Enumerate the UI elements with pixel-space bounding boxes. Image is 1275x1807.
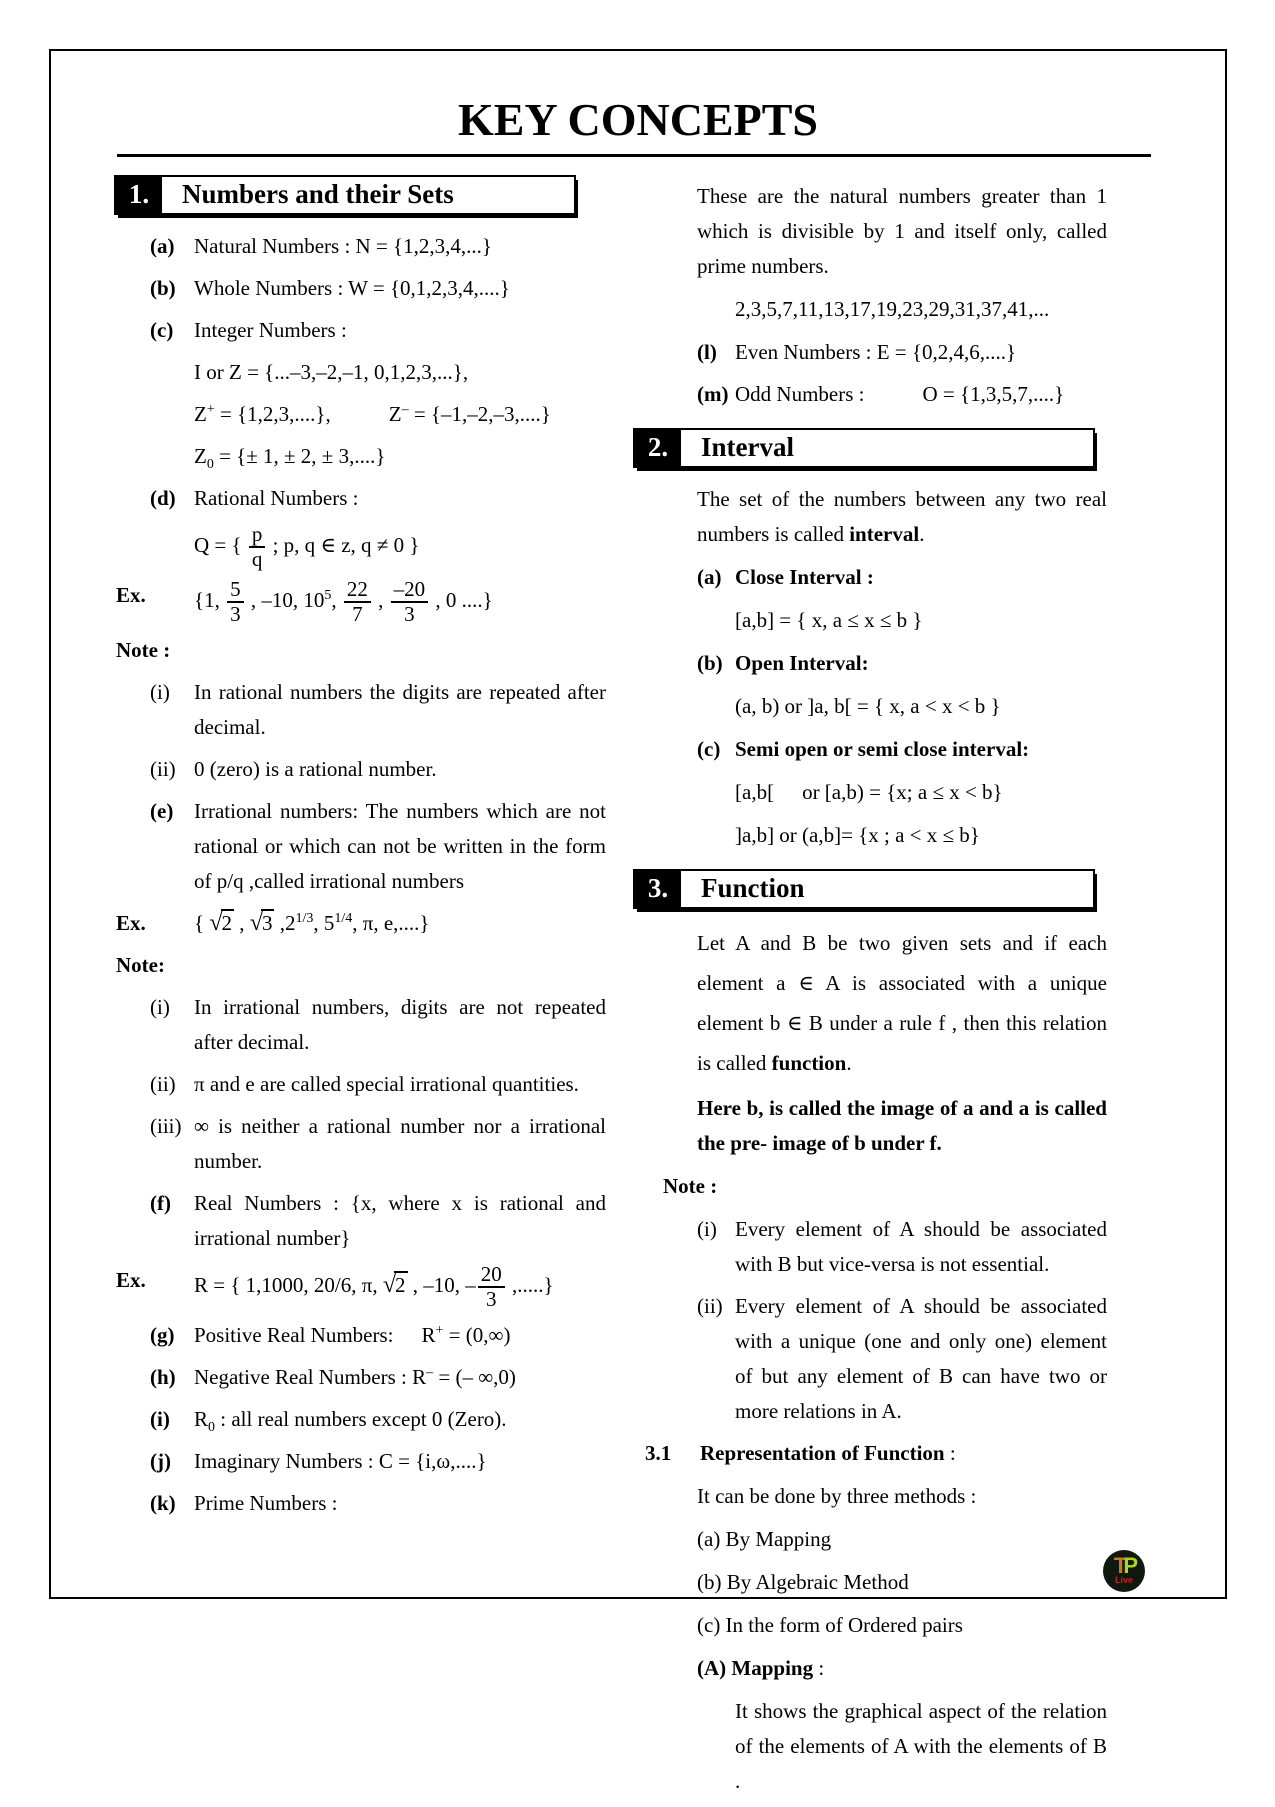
math-text: = {1,2,3,....}, bbox=[214, 401, 331, 426]
section-1-header bbox=[114, 175, 576, 215]
method-mapping: (a) By Mapping bbox=[697, 1526, 832, 1551]
paragraph-text: . bbox=[919, 521, 925, 546]
note-text: In irrational numbers, digits are not repeated after decimal. bbox=[194, 994, 606, 1054]
right-column bbox=[633, 171, 1107, 1807]
square-root bbox=[383, 1273, 408, 1297]
subscript: 0 bbox=[208, 1420, 216, 1436]
prime-numbers-list: 2,3,5,7,11,13,17,19,23,29,31,37,41,... bbox=[735, 296, 1050, 321]
prime-numbers-paragraph: These are the natural numbers greater than 1 which is divisible by 1 and itself only, called prime numbers. bbox=[697, 183, 1107, 278]
item-text: Natural Numbers : N = {1,2,3,4,...} bbox=[194, 233, 492, 258]
note-item-ii bbox=[633, 1289, 1107, 1429]
integer-set-line-2 bbox=[114, 397, 606, 432]
note-text: 0 (zero) is a rational number. bbox=[194, 756, 437, 781]
fraction bbox=[227, 578, 244, 626]
item-label: (b) bbox=[150, 275, 176, 300]
section-3-number: 3. bbox=[635, 871, 681, 907]
item-whole-numbers bbox=[114, 271, 606, 306]
math-text: , bbox=[372, 587, 389, 612]
superscript: – bbox=[426, 1365, 434, 1381]
fraction-denominator: 3 bbox=[227, 601, 244, 626]
note-item-i bbox=[633, 1212, 1107, 1282]
mapping-heading bbox=[633, 1651, 1107, 1686]
close-interval-formula: [a,b] = { x, a ≤ x ≤ b } bbox=[735, 607, 923, 632]
logo-live-text: Live bbox=[1114, 1575, 1133, 1585]
item-r-zero bbox=[114, 1402, 606, 1437]
math-text: ,2 bbox=[274, 910, 296, 935]
methods-intro: It can be done by three methods : bbox=[697, 1483, 977, 1508]
rational-definition-formula bbox=[114, 523, 606, 571]
item-text bbox=[194, 1318, 606, 1353]
note-label: (ii) bbox=[150, 1071, 176, 1096]
note-item-iii bbox=[114, 1109, 606, 1179]
radicand: 2 bbox=[221, 910, 233, 935]
fraction-numerator: p bbox=[251, 521, 263, 546]
section-1-number: 1. bbox=[116, 177, 162, 213]
representation-heading bbox=[633, 1436, 1107, 1471]
fraction-denominator: q bbox=[249, 546, 266, 571]
example-label: Ex. bbox=[116, 1267, 146, 1292]
integer-set-line-3 bbox=[114, 439, 606, 474]
math-text: { bbox=[194, 910, 210, 935]
item-label: (l) bbox=[697, 339, 717, 364]
method-ordered-pairs: (c) In the form of Ordered pairs bbox=[697, 1612, 963, 1637]
math-text: , –10, 10 bbox=[245, 587, 325, 612]
superscript: – bbox=[401, 401, 409, 417]
paragraph-text: : bbox=[813, 1655, 825, 1680]
note-label: (i) bbox=[150, 679, 170, 704]
radical-sign: √ bbox=[382, 1271, 397, 1298]
fraction-denominator: 3 bbox=[478, 1286, 505, 1311]
section-3-header bbox=[633, 869, 1095, 909]
math-text: = (0,∞) bbox=[443, 1323, 511, 1348]
note-text: ∞ is neither a rational number nor a irrational number. bbox=[194, 1113, 606, 1173]
bold-term: function bbox=[771, 1050, 847, 1075]
item-label: (j) bbox=[150, 1449, 171, 1474]
item-label: (f) bbox=[150, 1190, 171, 1215]
example-content bbox=[194, 1263, 606, 1311]
open-interval-formula: (a, b) or ]a, b[ = { x, a < x < b } bbox=[735, 693, 1001, 718]
subsection-number: 3.1 bbox=[645, 1440, 672, 1465]
item-text: Prime Numbers : bbox=[194, 1491, 338, 1516]
math-text: , bbox=[234, 910, 250, 935]
fraction-denominator: 3 bbox=[391, 601, 429, 626]
radicand: 2 bbox=[395, 1272, 406, 1297]
example-real bbox=[114, 1263, 606, 1311]
item-prime-numbers bbox=[114, 1486, 606, 1521]
math-text: ; p, q ∈ z, q ≠ 0 } bbox=[267, 532, 420, 557]
note-item-ii bbox=[114, 752, 606, 787]
tp-live-logo bbox=[1103, 1550, 1145, 1592]
math-text: R bbox=[194, 1407, 209, 1432]
paragraph-text: . bbox=[846, 1050, 852, 1075]
math-text: , π, e,....} bbox=[352, 910, 430, 935]
item-text: Whole Numbers : W = {0,1,2,3,4,....} bbox=[194, 275, 510, 300]
superscript: 1/4 bbox=[334, 910, 353, 926]
note-item-ii bbox=[114, 1067, 606, 1102]
item-label: (i) bbox=[150, 1407, 170, 1432]
math-text: Q = { bbox=[194, 532, 247, 557]
two-column-layout bbox=[51, 157, 1225, 1807]
subscript: 0 bbox=[206, 456, 214, 472]
section-1-title: Numbers and their Sets bbox=[182, 179, 454, 210]
bold-term: Representation of Function bbox=[700, 1440, 945, 1465]
interval-definition bbox=[633, 482, 1107, 552]
item-imaginary-numbers bbox=[114, 1444, 606, 1479]
item-label: (c) bbox=[150, 317, 174, 342]
item-text: Real Numbers : {x, where x is rational and irrational number} bbox=[194, 1190, 606, 1250]
note-item-i bbox=[114, 675, 606, 745]
fraction bbox=[344, 578, 371, 626]
paragraph-text: Let A and B be two given sets and if each element a ∈ A is associated with a unique element b ∈ B under a rule f , then this relation is called bbox=[697, 930, 1107, 1075]
note-label: (iii) bbox=[150, 1113, 182, 1138]
method-algebraic: (b) By Algebraic Method bbox=[697, 1569, 909, 1594]
item-integer-numbers bbox=[114, 313, 606, 348]
logo-letter-t: T bbox=[1113, 1553, 1124, 1578]
note-heading: Note: bbox=[116, 952, 165, 977]
note-item-i bbox=[114, 990, 606, 1060]
item-text bbox=[194, 1402, 606, 1437]
math-text: Negative Real Numbers : R bbox=[194, 1365, 427, 1390]
math-text: , 0 ....} bbox=[430, 587, 493, 612]
section-2-number: 2. bbox=[635, 430, 681, 466]
square-root bbox=[250, 911, 275, 935]
item-label: (m) bbox=[697, 381, 729, 406]
item-text bbox=[735, 377, 1107, 412]
item-semi-interval bbox=[633, 732, 1107, 767]
fraction-denominator: 7 bbox=[344, 601, 371, 626]
fraction-numerator: 5 bbox=[230, 576, 241, 601]
page-title: KEY CONCEPTS bbox=[458, 94, 818, 145]
paragraph-text: : bbox=[944, 1440, 956, 1465]
fraction-numerator: 22 bbox=[346, 576, 368, 601]
item-positive-reals bbox=[114, 1318, 606, 1353]
note-label: (ii) bbox=[697, 1293, 723, 1318]
fraction-numerator: –20 bbox=[393, 576, 426, 601]
item-rational-numbers bbox=[114, 481, 606, 516]
example-content bbox=[194, 906, 606, 941]
item-text bbox=[194, 1360, 606, 1395]
item-text: Even Numbers : E = {0,2,4,6,....} bbox=[735, 339, 1017, 364]
math-text: {1, bbox=[194, 587, 226, 612]
item-title: Open Interval: bbox=[735, 650, 869, 675]
semi-interval-formula-2: ]a,b] or (a,b]= {x ; a < x ≤ b} bbox=[735, 822, 980, 847]
document-page bbox=[49, 49, 1227, 1793]
math-text: ,.....} bbox=[506, 1272, 554, 1297]
superscript: 1/3 bbox=[295, 910, 314, 926]
math-text: O = {1,3,5,7,....} bbox=[922, 381, 1065, 406]
math-text: Positive Real Numbers: bbox=[194, 1323, 394, 1348]
section-2-header bbox=[633, 428, 1095, 468]
note-text: Every element of A should be associated with B but vice-versa is not essential. bbox=[735, 1216, 1107, 1276]
note-heading: Note : bbox=[663, 1173, 718, 1198]
bold-term: interval bbox=[849, 521, 920, 546]
math-text: [a,b[ bbox=[735, 779, 775, 804]
math-text: Odd Numbers : bbox=[735, 381, 865, 406]
image-preimage-paragraph: Here b, is called the image of a and a is called the pre- image of b under f. bbox=[697, 1095, 1107, 1155]
superscript: + bbox=[435, 1323, 444, 1339]
item-title: Close Interval : bbox=[735, 564, 874, 589]
math-text: R bbox=[421, 1323, 436, 1348]
item-open-interval bbox=[633, 646, 1107, 681]
item-label: (g) bbox=[150, 1323, 175, 1348]
item-real-numbers bbox=[114, 1186, 606, 1256]
note-label: (i) bbox=[150, 994, 170, 1019]
math-text: = {–1,–2,–3,....} bbox=[408, 401, 551, 426]
item-label: (c) bbox=[697, 736, 721, 761]
item-negative-reals bbox=[114, 1360, 606, 1395]
section-3-title: Function bbox=[701, 873, 805, 904]
item-text: Rational Numbers : bbox=[194, 485, 359, 510]
math-text: = (– ∞,0) bbox=[433, 1365, 516, 1390]
example-content bbox=[194, 578, 606, 626]
item-label: (a) bbox=[150, 233, 175, 258]
item-irrational-numbers bbox=[114, 794, 606, 899]
fraction bbox=[391, 578, 429, 626]
item-label: (a) bbox=[697, 564, 722, 589]
item-label: (h) bbox=[150, 1365, 176, 1390]
integer-set-line-1: I or Z = {...–3,–2,–1, 0,1,2,3,...}, bbox=[194, 359, 469, 384]
paragraph-text: The set of the numbers between any two real numbers is called bbox=[697, 486, 1107, 546]
example-label: Ex. bbox=[116, 910, 146, 935]
math-text: Z bbox=[388, 401, 402, 426]
semi-interval-formula-1 bbox=[633, 775, 1107, 810]
math-text: or [a,b) = {x; a ≤ x < b} bbox=[802, 779, 1003, 804]
radical-sign: √ bbox=[209, 909, 223, 936]
superscript: + bbox=[206, 401, 215, 417]
item-title: Semi open or semi close interval: bbox=[735, 736, 1030, 761]
item-natural-numbers bbox=[114, 229, 606, 264]
radical-sign: √ bbox=[249, 909, 263, 936]
bold-term: (A) Mapping bbox=[697, 1655, 814, 1680]
fraction-numerator: 20 bbox=[480, 1261, 502, 1286]
math-text: , –10, – bbox=[407, 1272, 476, 1297]
item-label: (b) bbox=[697, 650, 723, 675]
mapping-description: It shows the graphical aspect of the relation of the elements of A with the elements of B . bbox=[735, 1698, 1107, 1793]
item-odd-numbers bbox=[633, 377, 1107, 412]
fraction bbox=[249, 523, 266, 571]
note-text: π and e are called special irrational quantities. bbox=[194, 1071, 579, 1096]
radicand: 3 bbox=[261, 910, 273, 935]
item-label: (d) bbox=[150, 485, 176, 510]
logo-letters bbox=[1113, 1553, 1135, 1578]
superscript: 5 bbox=[324, 587, 332, 603]
subsection-title bbox=[700, 1436, 1107, 1471]
item-label: (e) bbox=[150, 798, 174, 823]
note-label: (i) bbox=[697, 1216, 717, 1241]
example-rational bbox=[114, 578, 606, 626]
section-2-title: Interval bbox=[701, 432, 794, 463]
note-text: In rational numbers the digits are repeated after decimal. bbox=[194, 679, 606, 739]
example-label: Ex. bbox=[116, 582, 146, 607]
item-text: Irrational numbers: The numbers which are not rational or which can not be written in the form of p/q ,called irrational numbers bbox=[194, 798, 606, 893]
item-even-numbers bbox=[633, 335, 1107, 370]
math-text: , 5 bbox=[313, 910, 335, 935]
math-text: = {± 1, ± 2, ± 3,....} bbox=[213, 443, 386, 468]
item-text: Integer Numbers : bbox=[194, 317, 347, 342]
math-text: Z bbox=[194, 401, 207, 426]
note-text: Every element of A should be associated with a unique (one and only one) element of but any element of B can have two or more relations in A. bbox=[735, 1293, 1107, 1423]
left-column bbox=[114, 171, 606, 1529]
item-text: Imaginary Numbers : C = {i,ω,....} bbox=[194, 1449, 487, 1474]
function-definition bbox=[633, 923, 1107, 1083]
math-text: R = { 1,1000, 20/6, π, bbox=[194, 1272, 383, 1297]
square-root bbox=[209, 911, 234, 935]
example-irrational bbox=[114, 906, 606, 941]
item-label: (k) bbox=[150, 1491, 176, 1516]
math-text: Z bbox=[194, 443, 207, 468]
fraction bbox=[478, 1263, 505, 1311]
math-text: , bbox=[331, 587, 342, 612]
math-text: : all real numbers except 0 (Zero). bbox=[215, 1407, 507, 1432]
note-heading: Note : bbox=[116, 637, 171, 662]
note-label: (ii) bbox=[150, 756, 176, 781]
logo-letter-p: P bbox=[1123, 1553, 1135, 1578]
item-close-interval bbox=[633, 560, 1107, 595]
